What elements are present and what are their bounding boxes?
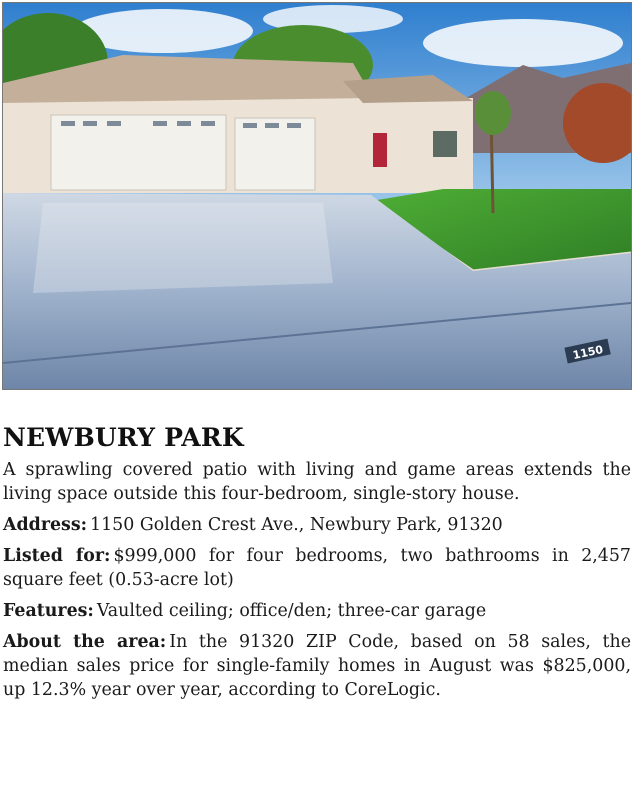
description: A sprawling covered patio with living and game areas extends the living space outside this four-bedroom, single-story house. — [3, 460, 631, 504]
fact-value: 1150 Golden Crest Ave., Newbury Park, 91320 — [90, 515, 503, 535]
cloud — [423, 19, 623, 67]
fact-address — [3, 513, 631, 537]
fact-label: Listed for: — [3, 546, 111, 566]
fact-value: In the 91320 ZIP Code, based on 58 sales, the median sales price for single-family homes in August was $825,000, up 12.3% year over year, according to CoreLogic. — [3, 632, 631, 700]
house-illustration — [3, 3, 631, 389]
house-photo — [2, 2, 632, 390]
reflection — [33, 203, 333, 293]
fact-label: Address: — [3, 515, 88, 535]
fact-listed-for — [3, 544, 631, 592]
front-door — [373, 133, 387, 167]
fact-value: $999,000 for four bedrooms, two bathrooms in 2,457 square feet (0.53-acre lot) — [3, 546, 631, 590]
listing-article — [3, 422, 631, 709]
fact-value: Vaulted ceiling; office/den; three-car garage — [96, 601, 487, 621]
house-number: 1150 — [571, 342, 605, 363]
window — [433, 131, 457, 157]
headline: NEWBURY PARK — [3, 423, 244, 452]
sapling-leaves — [475, 91, 511, 135]
garage-door — [51, 115, 226, 190]
fact-features — [3, 599, 631, 623]
fact-label: Features: — [3, 601, 94, 621]
fact-label: About the area: — [3, 632, 167, 652]
fact-about-the-area — [3, 630, 631, 702]
garage-door — [235, 118, 315, 190]
